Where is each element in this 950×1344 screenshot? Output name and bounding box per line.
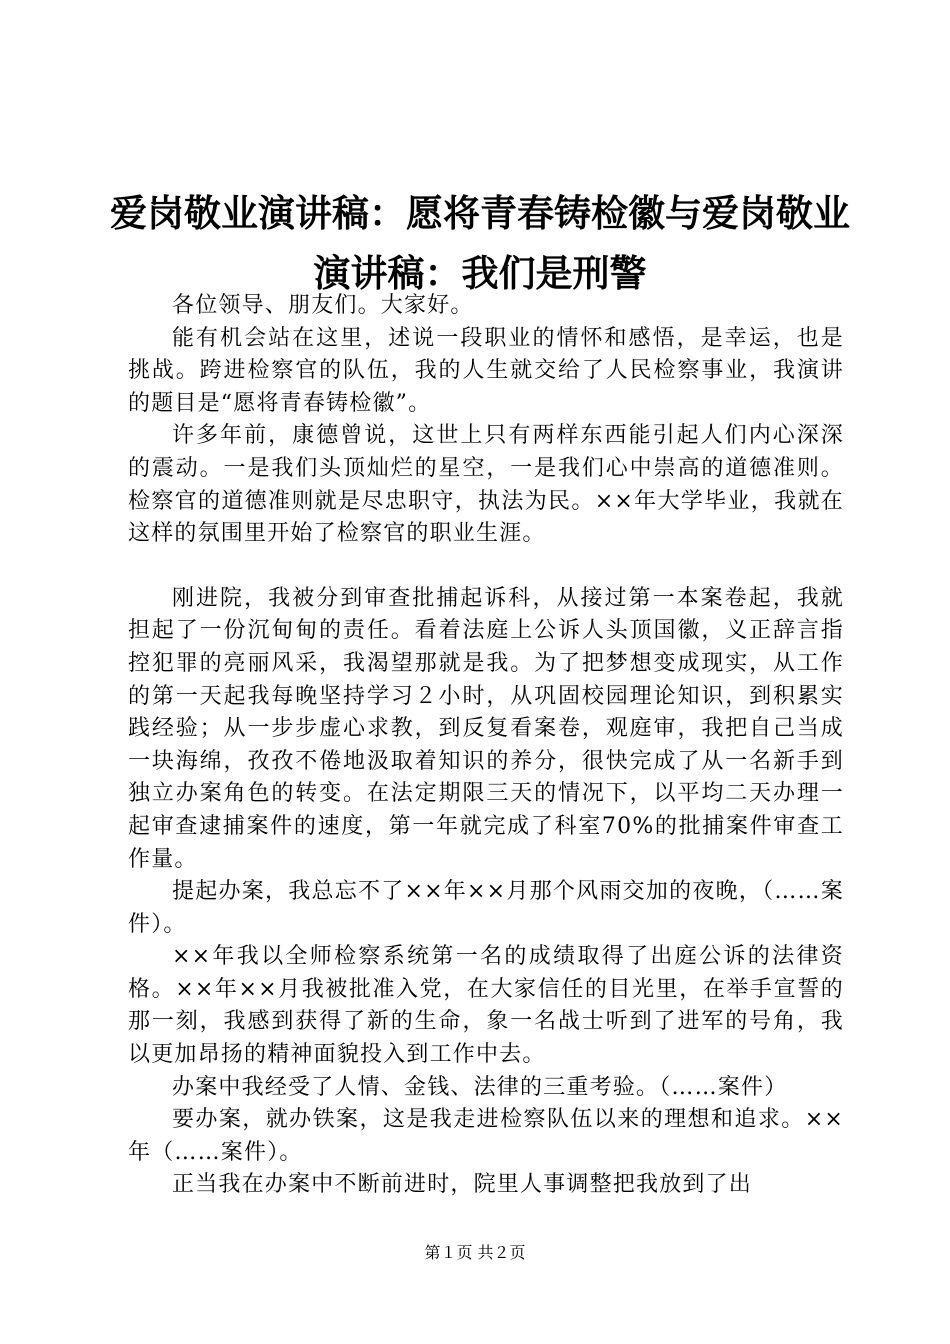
document-title-line-1: 爱岗敬业演讲稿：愿将青春铸检徽与爱岗敬业 bbox=[110, 191, 850, 235]
paragraph: 提起办案，我总忘不了××年××月那个风雨交加的夜晚，（……案件）。 bbox=[128, 879, 844, 937]
paragraph-spacer bbox=[128, 551, 844, 583]
paragraph-greeting: 各位领导、朋友们。大家好。 bbox=[172, 293, 474, 318]
paragraph: 要办案，就办铁案，这是我走进检察队伍以来的理想和追求。××年（……案件）。 bbox=[128, 1107, 844, 1165]
paragraph: ××年我以全师检察系统第一名的成绩取得了出庭公诉的法律资格。××年××月我被批准入党，在大家信任的目光里，在举手宣誓的那一刻，我感到获得了新的生命，象一名战士听到了进军的号角，我以更加昂扬的精神面貌投入到工作中去。 bbox=[128, 944, 844, 1068]
document-title-line-2: 演讲稿：我们是刑警 bbox=[313, 251, 647, 295]
paragraph: 能有机会站在这里，述说一段职业的情怀和感悟，是幸运，也是挑战。跨进检察官的队伍，我的人生就交给了人民检察事业，我演讲的题目是“愿将青春铸检徽”。 bbox=[128, 325, 844, 416]
paragraph: 办案中我经受了人情、金钱、法律的三重考验。（……案件） bbox=[172, 1074, 788, 1100]
paragraph: 许多年前，康德曾说，这世上只有两样东西能引起人们内心深深的震动。一是我们头顶灿烂的星空，一是我们心中崇高的道德准则。检察官的道德准则就是尽忠职守，执法为民。××年大学毕业，我就在这样的氛围里开始了检察官的职业生涯。 bbox=[128, 423, 844, 547]
paragraph: 正当我在办案中不断前进时，院里人事调整把我放到了出 bbox=[172, 1172, 753, 1198]
document-body bbox=[128, 290, 844, 1202]
page-footer: 第１页 共２页 bbox=[424, 1243, 526, 1262]
paragraph: 刚进院，我被分到审查批捕起诉科，从接过第一本案卷起，我就担起了一份沉甸甸的责任。看着法庭上公诉人头顶国徽，义正辞言指控犯罪的亮丽风采，我渴望那就是我。为了把梦想变成现实，从工作的第一天起我每晚坚持学习２小时，从巩固校园理论知识，到积累实践经验；从一步步虚心求教，到反复看案卷，观庭审，我把自己当成一块海绵，孜孜不倦地汲取着知识的养分，很快完成了从一名新手到独立办案角色的转变。在法定期限三天的情况下，以平均二天办理一起审查逮捕案件的速度，第一年就完成了科室70%的批捕案件审查工作量。 bbox=[128, 585, 844, 872]
